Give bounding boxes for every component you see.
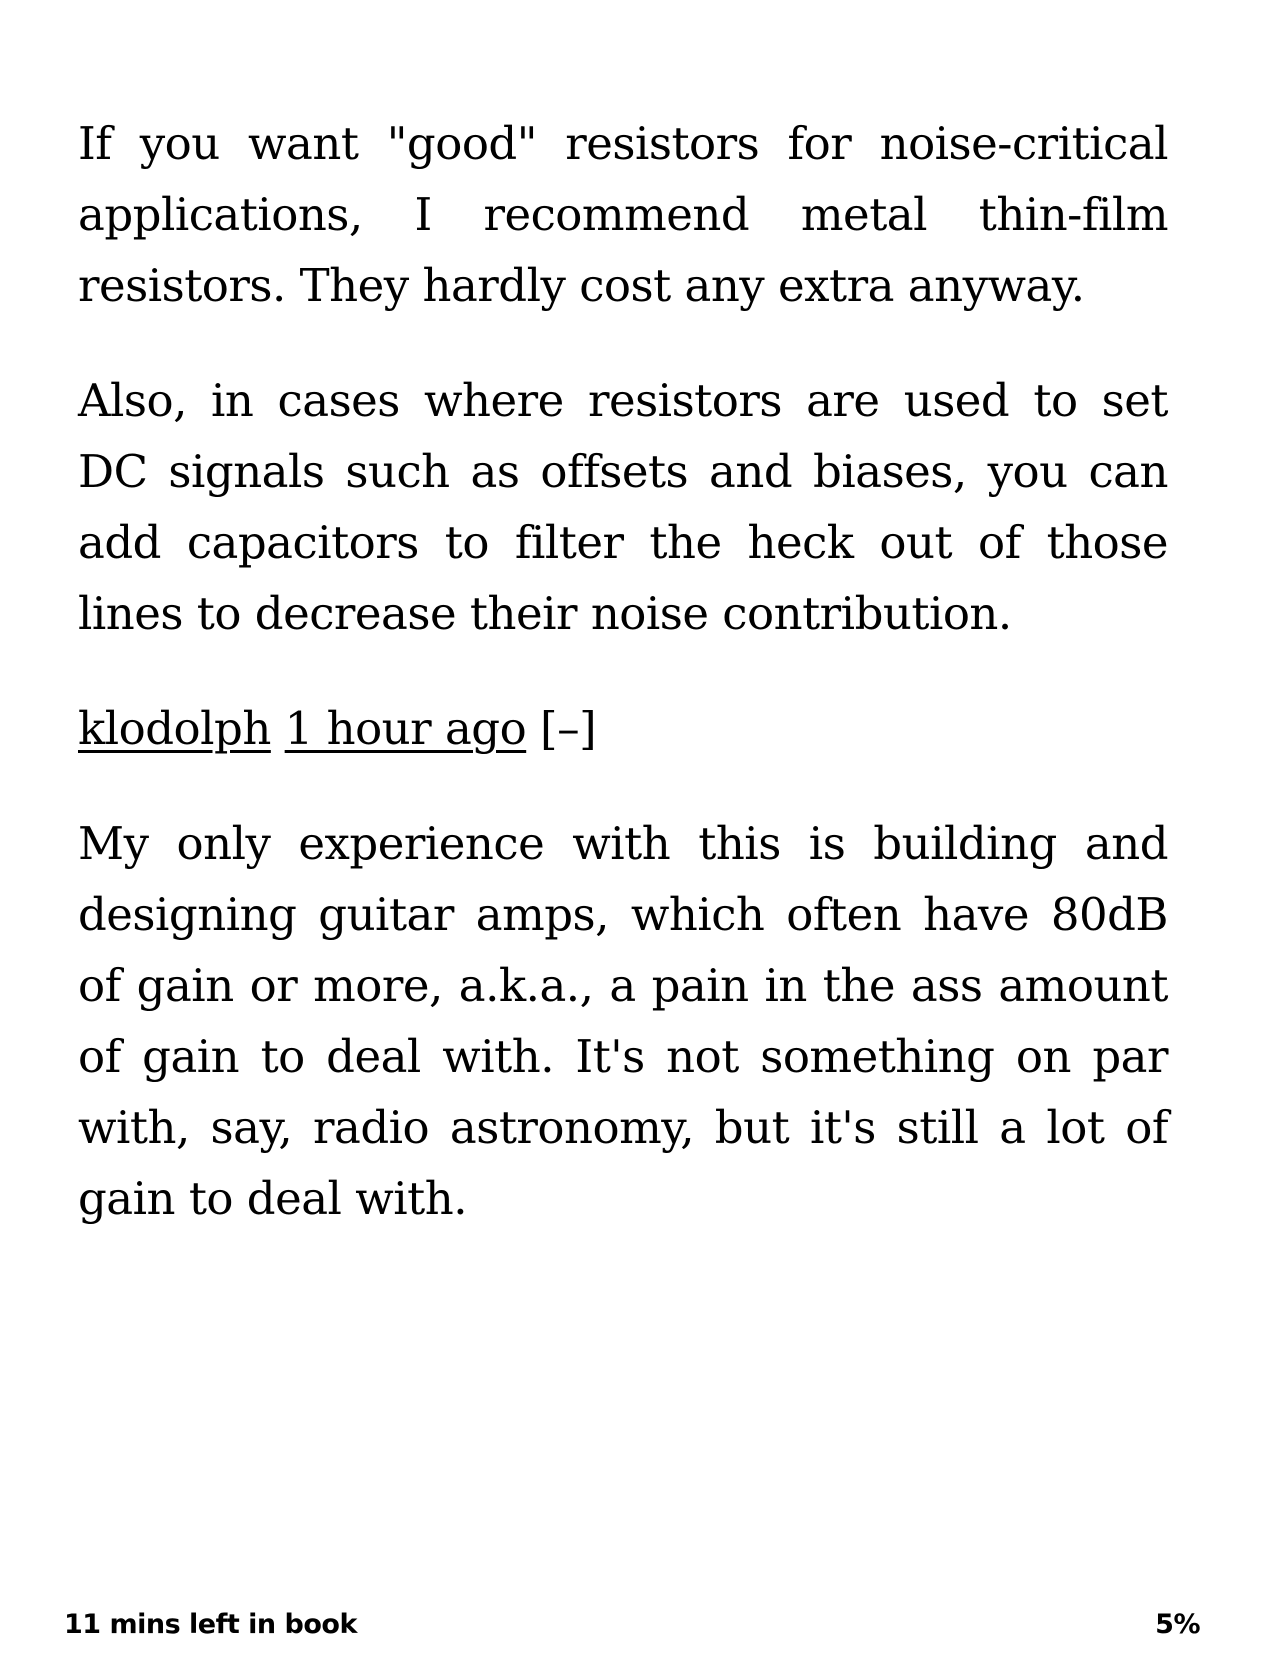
progress-percent: 5% [1155,1608,1200,1640]
comment-body: My only experience with this is building and designing guitar amps, which often have 80dB of gain or more, a.k.a., a pain in the ass amount of gain to deal with. It's not something on par with, say, radio astronomy, but it's still a lot of gain to deal with. [78,817,1168,1225]
reading-progress-footer [64,1604,1200,1644]
paragraph: If you want "good" resistors for noise-critical applications, I recommend metal thin-film resistors. They hardly cost any extra anyway. [78,117,1168,312]
reader-page [78,108,1168,1234]
comment-header [78,693,1168,764]
collapse-toggle[interactable]: [–] [540,702,597,755]
comment-time-link[interactable]: 1 hour ago [284,702,527,755]
comment-author-link[interactable]: klodolph [78,702,271,755]
time-left-label: 11 mins left in book [64,1608,357,1640]
paragraph: Also, in cases where resistors are used to set DC signals such as offsets and biases, you can add capacitors to filter the heck out of those lines to decrease their noise contribution. [78,374,1168,640]
